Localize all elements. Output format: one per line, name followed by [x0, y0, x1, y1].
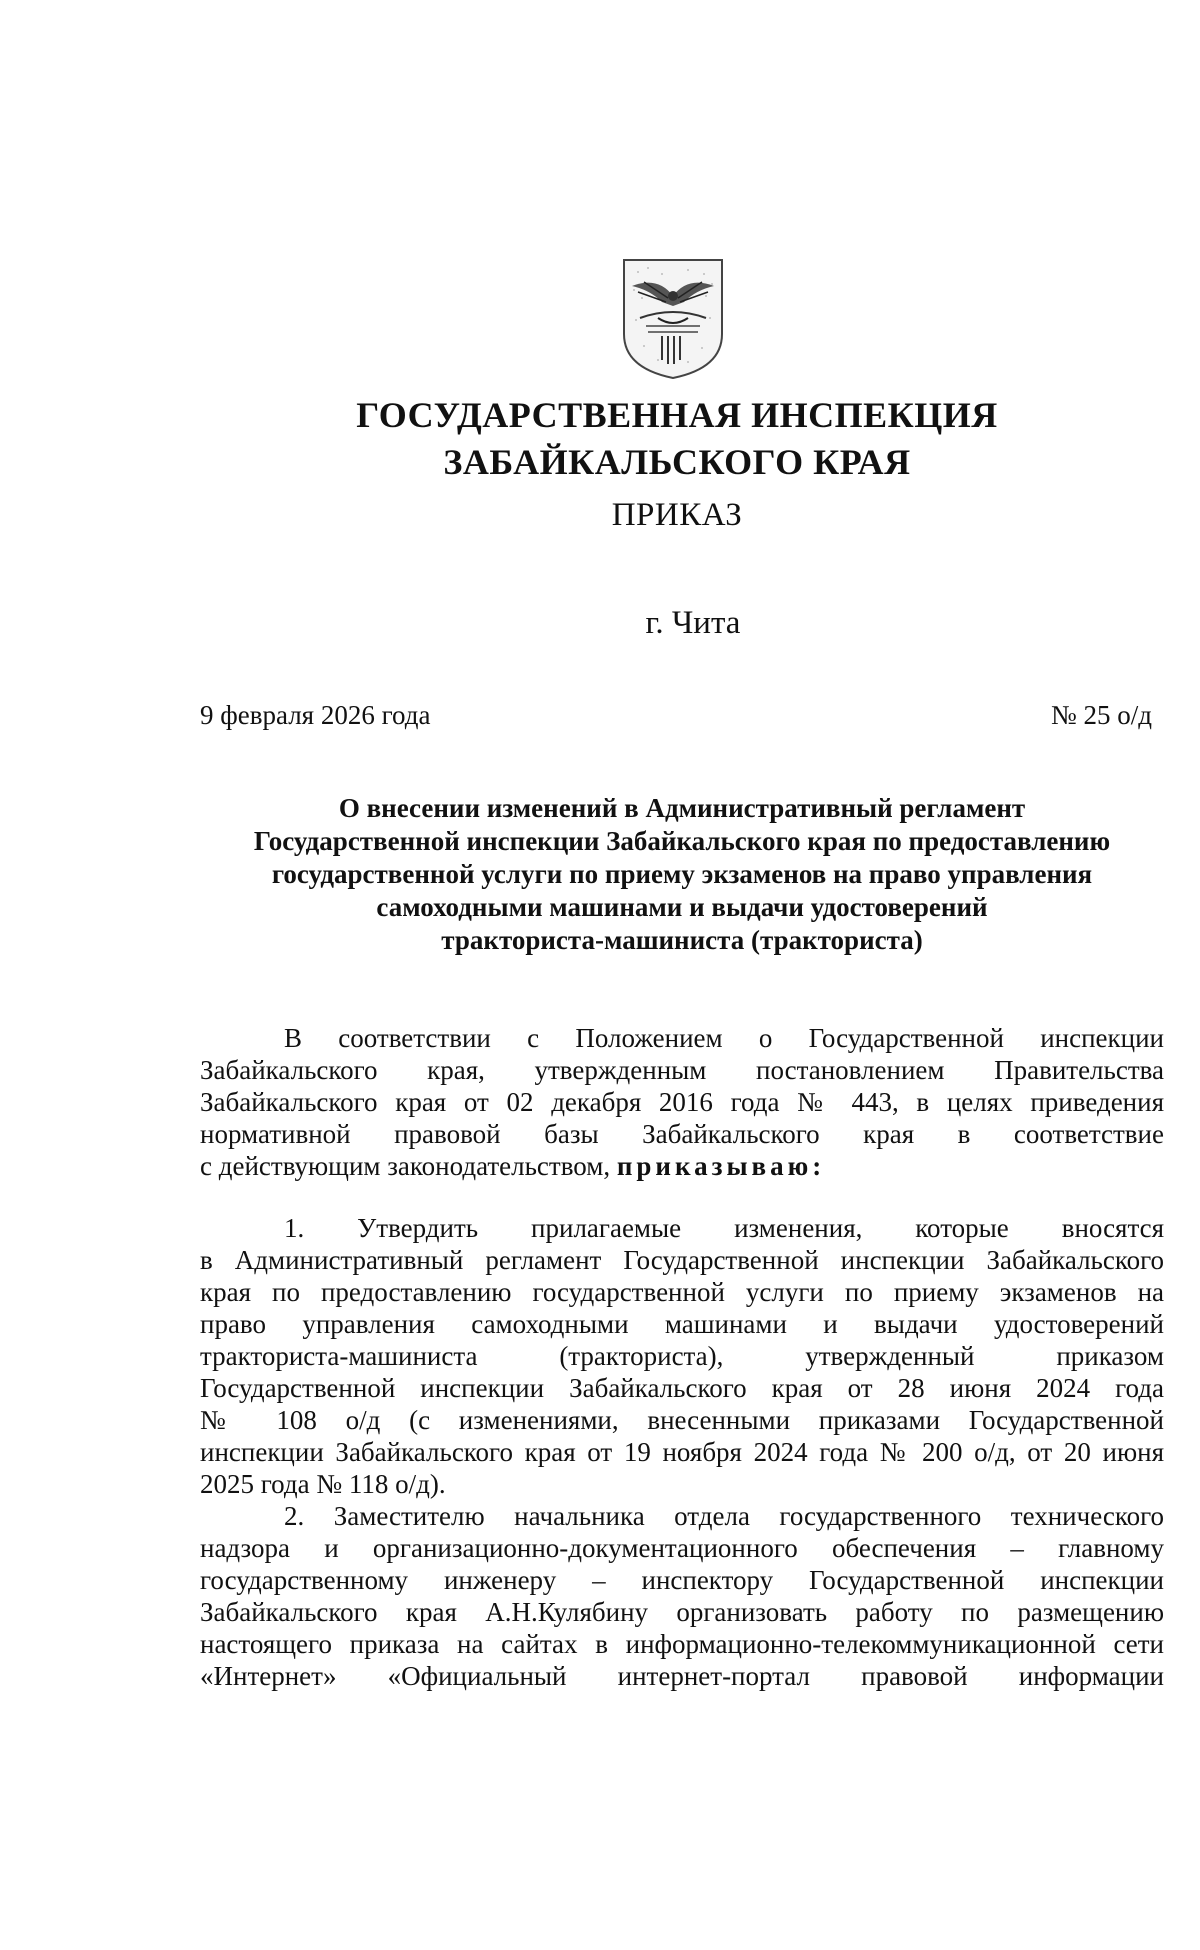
text-line: Забайкальского края А.Н.Кулябину организовать работу по размещению — [200, 1597, 1164, 1627]
text-line: в Административный регламент Государственной инспекции Забайкальского — [200, 1245, 1164, 1275]
text-line: право управления самоходными машинами и выдачи удостоверений — [200, 1309, 1164, 1339]
text-line: настоящего приказа на сайтах в информационно-телекоммуникационной сети — [200, 1629, 1164, 1659]
subject-line: государственной услуги по приему экзаменов на право управления — [271, 859, 1093, 889]
city: г. Чита — [645, 605, 741, 641]
text-line: Забайкальского края от 02 декабря 2016 года № 443, в целях приведения — [200, 1087, 1164, 1117]
order-subject — [200, 792, 1164, 957]
order-date: 9 февраля 2026 года — [200, 700, 431, 730]
text-line: В соответствии с Положением о Государственной инспекции — [284, 1023, 1164, 1053]
organization-title-line-1: ГОСУДАРСТВЕННАЯ ИНСПЕКЦИЯ — [356, 395, 998, 435]
text-line: инспекции Забайкальского края от 19 ноября 2024 года № 200 о/д, от 20 июня — [200, 1437, 1164, 1467]
text-line: № 108 о/д (с изменениями, внесенными приказами Государственной — [200, 1405, 1164, 1435]
text-line: «Интернет» «Официальный интернет-портал правовой информации — [200, 1661, 1164, 1691]
paragraph-2 — [200, 1500, 1164, 1692]
text-line: 2025 года № 118 о/д). — [200, 1469, 446, 1499]
text-line — [200, 1150, 1164, 1182]
text-line: 2. Заместителю начальника отдела государственного технического — [284, 1501, 1164, 1531]
text-line: государственному инженеру – инспектору Государственной инспекции — [200, 1565, 1164, 1595]
subject-line: тракториста-машиниста (тракториста) — [441, 925, 923, 955]
preamble-paragraph — [200, 1022, 1164, 1182]
text-line: Государственной инспекции Забайкальского края от 28 июня 2024 года — [200, 1373, 1164, 1403]
subject-line: Государственной инспекции Забайкальского края по предоставлению — [253, 826, 1111, 856]
text-line: Забайкальского края, утвержденным постановлением Правительства — [200, 1055, 1164, 1085]
text-line: 1. Утвердить прилагаемые изменения, которые вносятся — [284, 1213, 1164, 1243]
directive-word: приказываю: — [616, 1151, 826, 1181]
subject-line: О внесении изменений в Административный регламент — [338, 793, 1026, 823]
text-line: надзора и организационно-документационного обеспечения – главному — [200, 1533, 1164, 1563]
coat-of-arms-emblem — [618, 256, 728, 382]
text-line: тракториста-машиниста (тракториста), утвержденный приказом — [200, 1341, 1164, 1371]
paragraph-1 — [200, 1212, 1164, 1500]
text-fragment: с действующим законодательством, — [200, 1151, 617, 1181]
organization-title-line-2: ЗАБАЙКАЛЬСКОГО КРАЯ — [443, 442, 911, 482]
text-line: края по предоставлению государственной услуги по приему экзаменов на — [200, 1277, 1164, 1307]
order-number: № 25 о/д — [1051, 700, 1152, 730]
document-type: ПРИКАЗ — [611, 497, 743, 533]
text-line: нормативной правовой базы Забайкальского края в соответствие — [200, 1119, 1164, 1149]
subject-line: самоходными машинами и выдачи удостоверений — [376, 892, 988, 922]
